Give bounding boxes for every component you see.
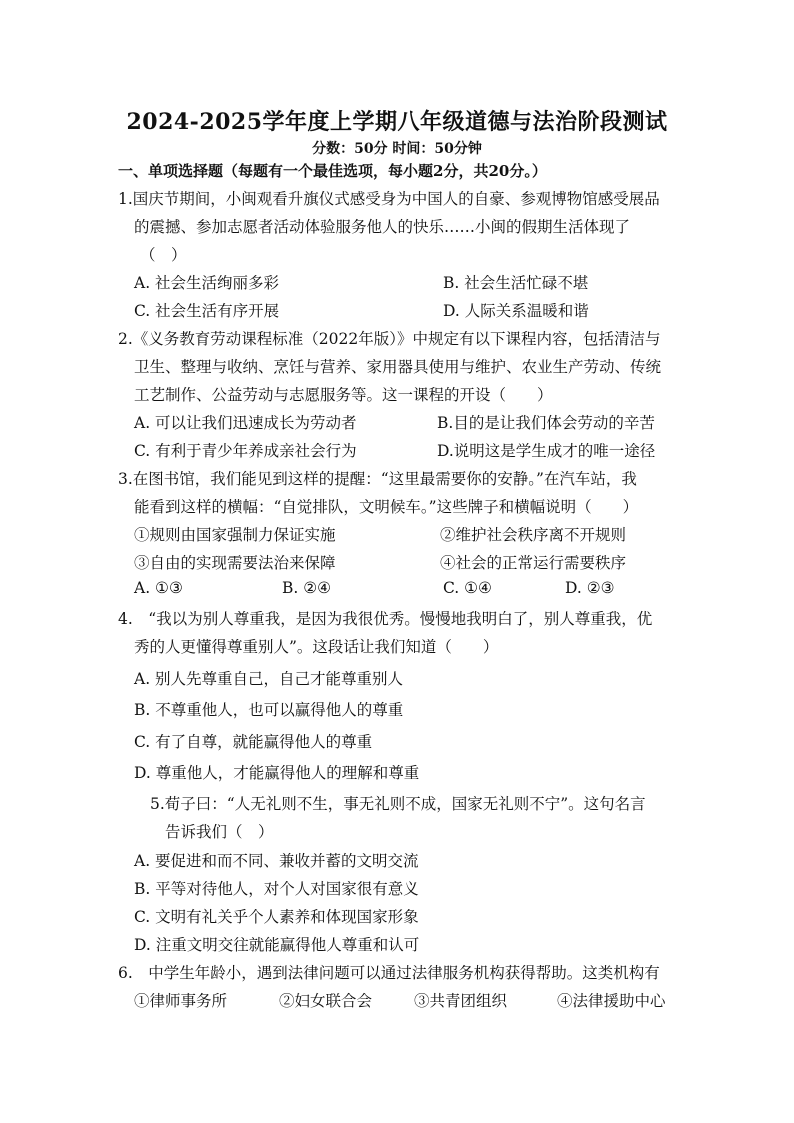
option-b[interactable]: B. ②④ bbox=[282, 579, 332, 597]
question-stem-line: 3.在图书馆，我们能见到这样的提醒：“这里最需要你的安静。”在汽车站，我 bbox=[118, 470, 637, 488]
question-stem-line: 的震撼、参加志愿者活动体验服务他人的快乐……小闽的假期生活体现了 bbox=[134, 218, 631, 236]
question-stem-line: 能看到这样的横幅：“自觉排队，文明候车。”这些牌子和横幅说明（ ） bbox=[134, 498, 639, 516]
option-c[interactable]: C. 有利于青少年养成亲社会行为 bbox=[134, 442, 357, 460]
statement-2: ②妇女联合会 bbox=[279, 992, 373, 1010]
option-a[interactable]: A. 要促进和而不同、兼收并蓄的文明交流 bbox=[134, 852, 419, 870]
question-stem-line: 4. “我以为别人尊重我，是因为我很优秀。慢慢地我明白了，别人尊重我，优 bbox=[118, 610, 653, 628]
option-c[interactable]: C. 文明有礼关乎个人素养和体现国家形象 bbox=[134, 908, 419, 926]
option-d[interactable]: D. 人际关系温暖和谐 bbox=[443, 302, 589, 320]
statement-3: ③自由的实现需要法治来保障 bbox=[134, 554, 336, 572]
option-b[interactable]: B.目的是让我们体会劳动的辛苦 bbox=[437, 414, 655, 432]
option-a[interactable]: A. ①③ bbox=[134, 579, 183, 597]
question-stem-line: 工艺制作、公益劳动与志愿服务等。这一课程的开设（ ） bbox=[134, 386, 553, 404]
option-a[interactable]: A. 社会生活绚丽多彩 bbox=[134, 274, 280, 292]
option-d[interactable]: D. 注重文明交往就能赢得他人尊重和认可 bbox=[134, 936, 420, 954]
option-d[interactable]: D. ②③ bbox=[565, 579, 615, 597]
option-a[interactable]: A. 别人先尊重自己，自己才能尊重别人 bbox=[134, 670, 404, 688]
option-b[interactable]: B. 平等对待他人，对个人对国家很有意义 bbox=[134, 880, 419, 898]
statement-4: ④社会的正常运行需要秩序 bbox=[440, 554, 627, 572]
option-b[interactable]: B. 社会生活忙碌不堪 bbox=[443, 274, 589, 292]
option-b[interactable]: B. 不尊重他人，也可以赢得他人的尊重 bbox=[134, 701, 404, 719]
question-stem-line: （ ） bbox=[140, 246, 187, 264]
question-stem-line: 5.荀子曰：“人无礼则不生，事无礼则不成，国家无礼则不宁”。这句名言 bbox=[150, 795, 646, 813]
option-c[interactable]: C. ①④ bbox=[443, 579, 492, 597]
option-c[interactable]: C. 社会生活有序开展 bbox=[134, 302, 280, 320]
statement-1: ①规则由国家强制力保证实施 bbox=[134, 526, 336, 544]
option-c[interactable]: C. 有了自尊，就能赢得他人的尊重 bbox=[134, 733, 373, 751]
option-a[interactable]: A. 可以让我们迅速成长为劳动者 bbox=[134, 414, 357, 432]
question-stem-line: 卫生、整理与收纳、烹饪与营养、家用器具使用与维护、农业生产劳动、传统 bbox=[134, 358, 662, 376]
statement-1: ①律师事务所 bbox=[134, 992, 228, 1010]
option-d[interactable]: D. 尊重他人，才能赢得他人的理解和尊重 bbox=[134, 764, 420, 782]
question-stem-line: 6. 中学生年龄小，遇到法律问题可以通过法律服务机构获得帮助。这类机构有 bbox=[118, 964, 660, 982]
section-heading: 一、单项选择题（每题有一个最佳选项，每小题2分，共20分。） bbox=[118, 162, 547, 180]
question-stem-line: 2.《义务教育劳动课程标准（2022年版）》中规定有以下课程内容，包括清洁与 bbox=[118, 330, 661, 348]
question-stem-line: 1.国庆节期间，小闽观看升旗仪式感受身为中国人的自豪、参观博物馆感受展品 bbox=[118, 190, 660, 208]
statement-4: ④法律援助中心 bbox=[557, 992, 666, 1010]
statement-2: ②维护社会秩序离不开规则 bbox=[440, 526, 627, 544]
question-stem-line: 告诉我们（ ） bbox=[165, 823, 274, 841]
exam-title: 2024-2025学年度上学期八年级道德与法治阶段测试 bbox=[126, 109, 668, 135]
option-d[interactable]: D.说明这是学生成才的唯一途径 bbox=[437, 442, 656, 460]
statement-3: ③共青团组织 bbox=[414, 992, 508, 1010]
question-stem-line: 秀的人更懂得尊重别人”。这段话让我们知道（ ） bbox=[134, 638, 499, 656]
exam-meta: 分数：50分 时间：50分钟 bbox=[312, 141, 482, 157]
